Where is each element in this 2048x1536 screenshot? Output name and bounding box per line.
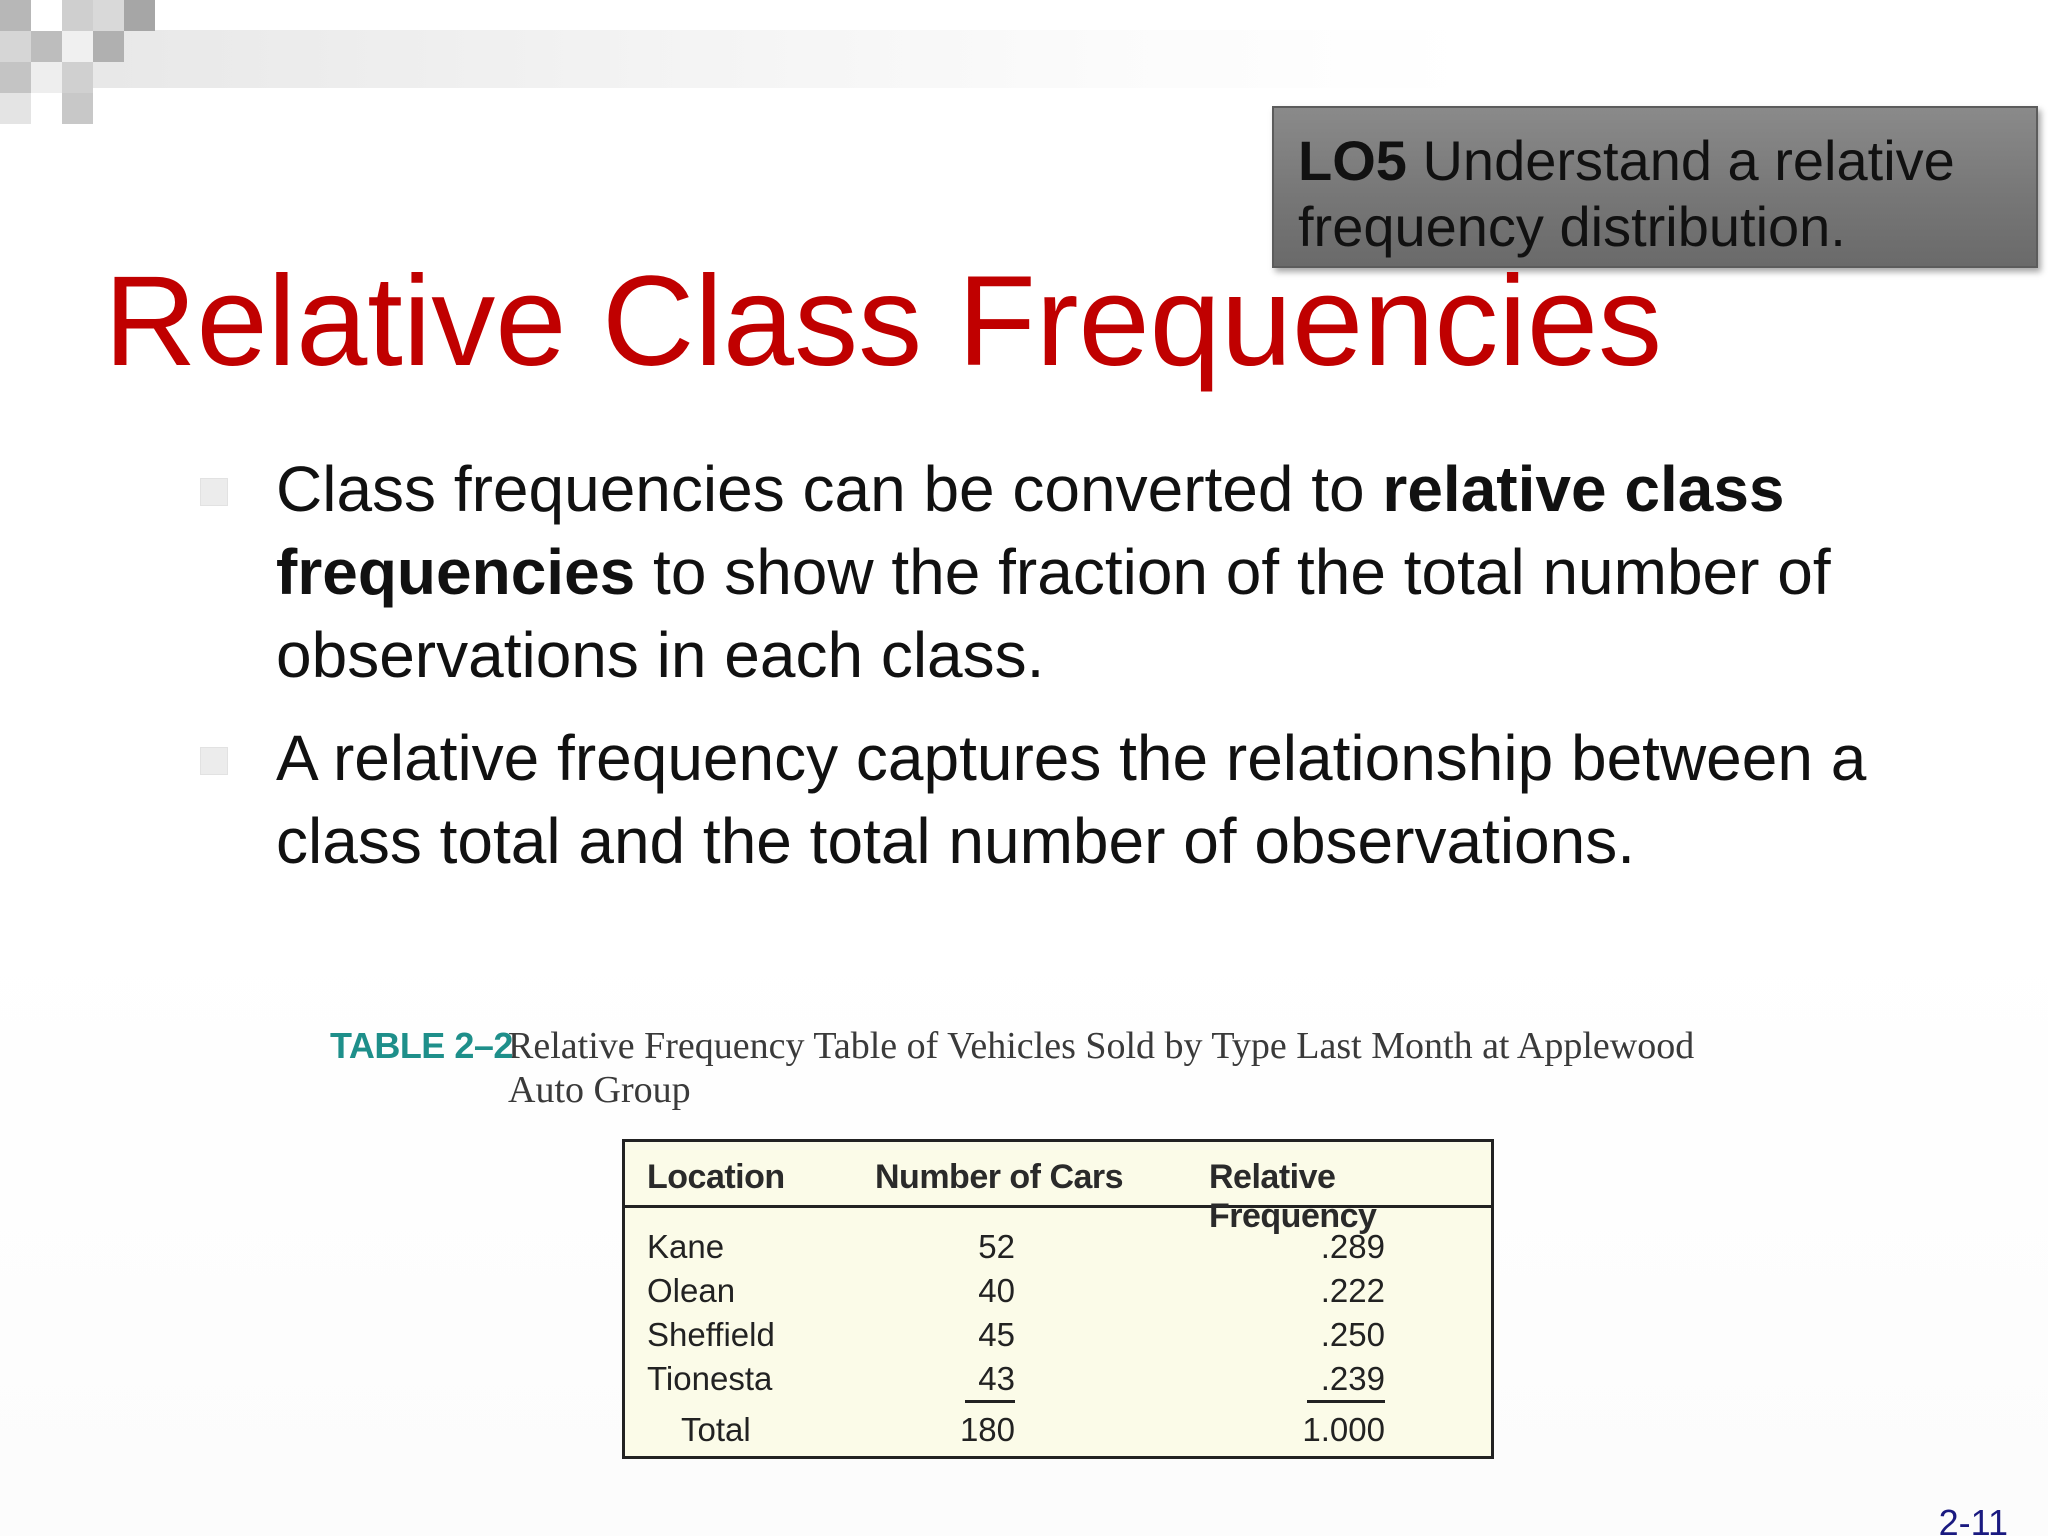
learning-objective-box — [1272, 106, 2038, 268]
learning-objective-code: LO5 — [1298, 129, 1407, 192]
bullet-item — [200, 448, 1960, 697]
table-label: TABLE 2–2 — [330, 1025, 513, 1066]
cell-relative-frequency: .289 — [1320, 1228, 1385, 1265]
relative-frequency-table — [622, 1139, 1494, 1459]
cell-number-of-cars: 40 — [978, 1272, 1015, 1309]
cell-location: Olean — [647, 1272, 736, 1309]
square-bullet-icon — [200, 747, 228, 775]
cell-location: Kane — [647, 1228, 725, 1265]
cell-number-of-cars: 43 — [978, 1360, 1015, 1397]
table-total-row — [625, 1407, 1491, 1451]
square-bullet-icon — [200, 478, 228, 506]
table-header-row — [625, 1142, 1491, 1235]
bullet-list — [200, 448, 1960, 903]
table-caption — [330, 1024, 1770, 1112]
slide-title: Relative Class Frequencies — [104, 250, 1662, 393]
bullet-text: Class frequencies can be converted to — [276, 453, 1383, 525]
table-title: Relative Frequency Table of Vehicles Sold by Type Last Month at Applewood Auto Group — [508, 1025, 1695, 1111]
cell-total-relative-frequency: 1.000 — [1302, 1411, 1385, 1448]
cell-total-label: Total — [681, 1411, 751, 1448]
header-location: Location — [647, 1158, 785, 1196]
cell-relative-frequency: .239 — [1320, 1360, 1385, 1397]
bullet-text: to show the fraction of the total number of observations in each class. — [276, 536, 1831, 691]
cell-relative-frequency: .250 — [1320, 1316, 1385, 1353]
cell-number-of-cars: 45 — [978, 1316, 1015, 1353]
header-relative-frequency: Relative Frequency — [1209, 1158, 1377, 1235]
table-row — [625, 1312, 1491, 1356]
cell-relative-frequency: .222 — [1320, 1272, 1385, 1309]
sum-rule — [965, 1400, 1015, 1403]
cell-number-of-cars: 52 — [978, 1228, 1015, 1265]
header-number-of-cars: Number of Cars — [875, 1158, 1124, 1196]
page-number: 2-11 — [1938, 1502, 2008, 1536]
table-row — [625, 1356, 1491, 1400]
cell-location: Tionesta — [647, 1360, 773, 1397]
cell-total-number-of-cars: 180 — [959, 1411, 1015, 1448]
learning-objective-text: Understand a relative frequency distribution. — [1298, 129, 1955, 258]
table-row — [625, 1268, 1491, 1312]
cell-location: Sheffield — [647, 1316, 775, 1353]
bullet-text: A relative frequency captures the relationship between a class total and the total number of observations. — [276, 722, 1867, 877]
decorative-header-bar — [0, 30, 1470, 88]
table-row — [625, 1224, 1491, 1268]
bullet-item — [200, 717, 1960, 883]
bullet-emphasis: relative class frequencies — [276, 453, 1785, 608]
sum-rule — [1307, 1400, 1385, 1403]
